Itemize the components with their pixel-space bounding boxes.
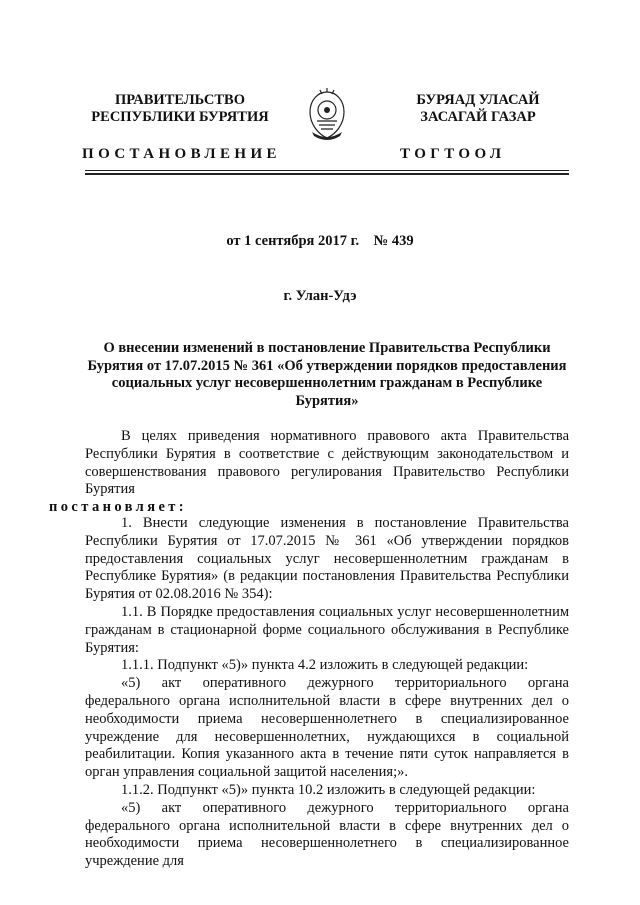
document-type-bua: ТОГТООЛ	[400, 146, 506, 162]
document-city: г. Улан-Удэ	[283, 288, 357, 304]
paragraph-1-1-1: 1.1.1. Подпункт «5)» пункта 4.2 изложить в следующей редакции:	[121, 657, 529, 674]
resolves-word: постановляет:	[49, 499, 188, 516]
paragraph-quote-1: «5) акт оперативного дежурного территориального органа федерального органа исполнительной власти в сфере внутренних дел о необходимости приема несовершеннолетнего в специализированное учреждение для несовершеннолетних, нуждающихся в социальной реабилитации. Копия указанного акта в течение пяти суток направляется в орган управления социальной защитой населения;».	[85, 675, 569, 781]
header-divider	[85, 170, 569, 171]
paragraph-1-1-2: 1.1.2. Подпункт «5)» пункта 10.2 изложить в следующей редакции:	[121, 781, 536, 798]
preamble-text: В целях приведения нормативного правового акта Правительства Республики Бурятия в соответствие с действующим законодательством и совершенствования правового регулирования Правительство Республики Бурятия	[85, 428, 569, 498]
document-type-ru: ПОСТАНОВЛЕНИЕ	[82, 146, 281, 162]
header-left-line2: РЕСПУБЛИКИ БУРЯТИЯ	[91, 109, 269, 125]
header-divider-thick	[85, 173, 569, 175]
paragraph-1: 1. Внести следующие изменения в постановление Правительства Республики Бурятия от 17.07.2015 № 361 «Об утверждении порядков предоставления социальных услуг несовершеннолетним гражданам в Республике Бурятия» (в редакции постановления Правительства Республики Бурятия от 02.08.2016 № 354):	[85, 515, 569, 603]
header-left	[85, 92, 275, 126]
header-left-line1: ПРАВИТЕЛЬСТВО	[115, 92, 245, 108]
preamble	[49, 428, 569, 517]
paragraph-quote-2: «5) акт оперативного дежурного территориального органа федерального органа исполнительной власти в сфере внутренних дел о необходимости приема несовершеннолетнего в специализированное учреждение для	[85, 799, 569, 870]
document-subject: О внесении изменений в постановление Правительства Республики Бурятия от 17.07.2015 № 361 «Об утверждении порядков предоставления социальных услуг несовершеннолетним гражданам в Республике Бурятия»	[87, 340, 567, 409]
header-right	[388, 92, 568, 126]
paragraph-1-1: 1.1. В Порядке предоставления социальных услуг несовершеннолетним гражданам в стационарной форме социального обслуживания в Республике Бурятия:	[85, 603, 569, 656]
header-right-line1: БУРЯАД УЛАСАЙ	[416, 92, 540, 108]
coat-of-arms-icon	[300, 88, 354, 142]
document-body	[85, 515, 569, 871]
document-date-number: от 1 сентября 2017 г. № 439	[226, 233, 414, 249]
header-right-line2: ЗАСАГАЙ ГАЗАР	[420, 109, 536, 125]
